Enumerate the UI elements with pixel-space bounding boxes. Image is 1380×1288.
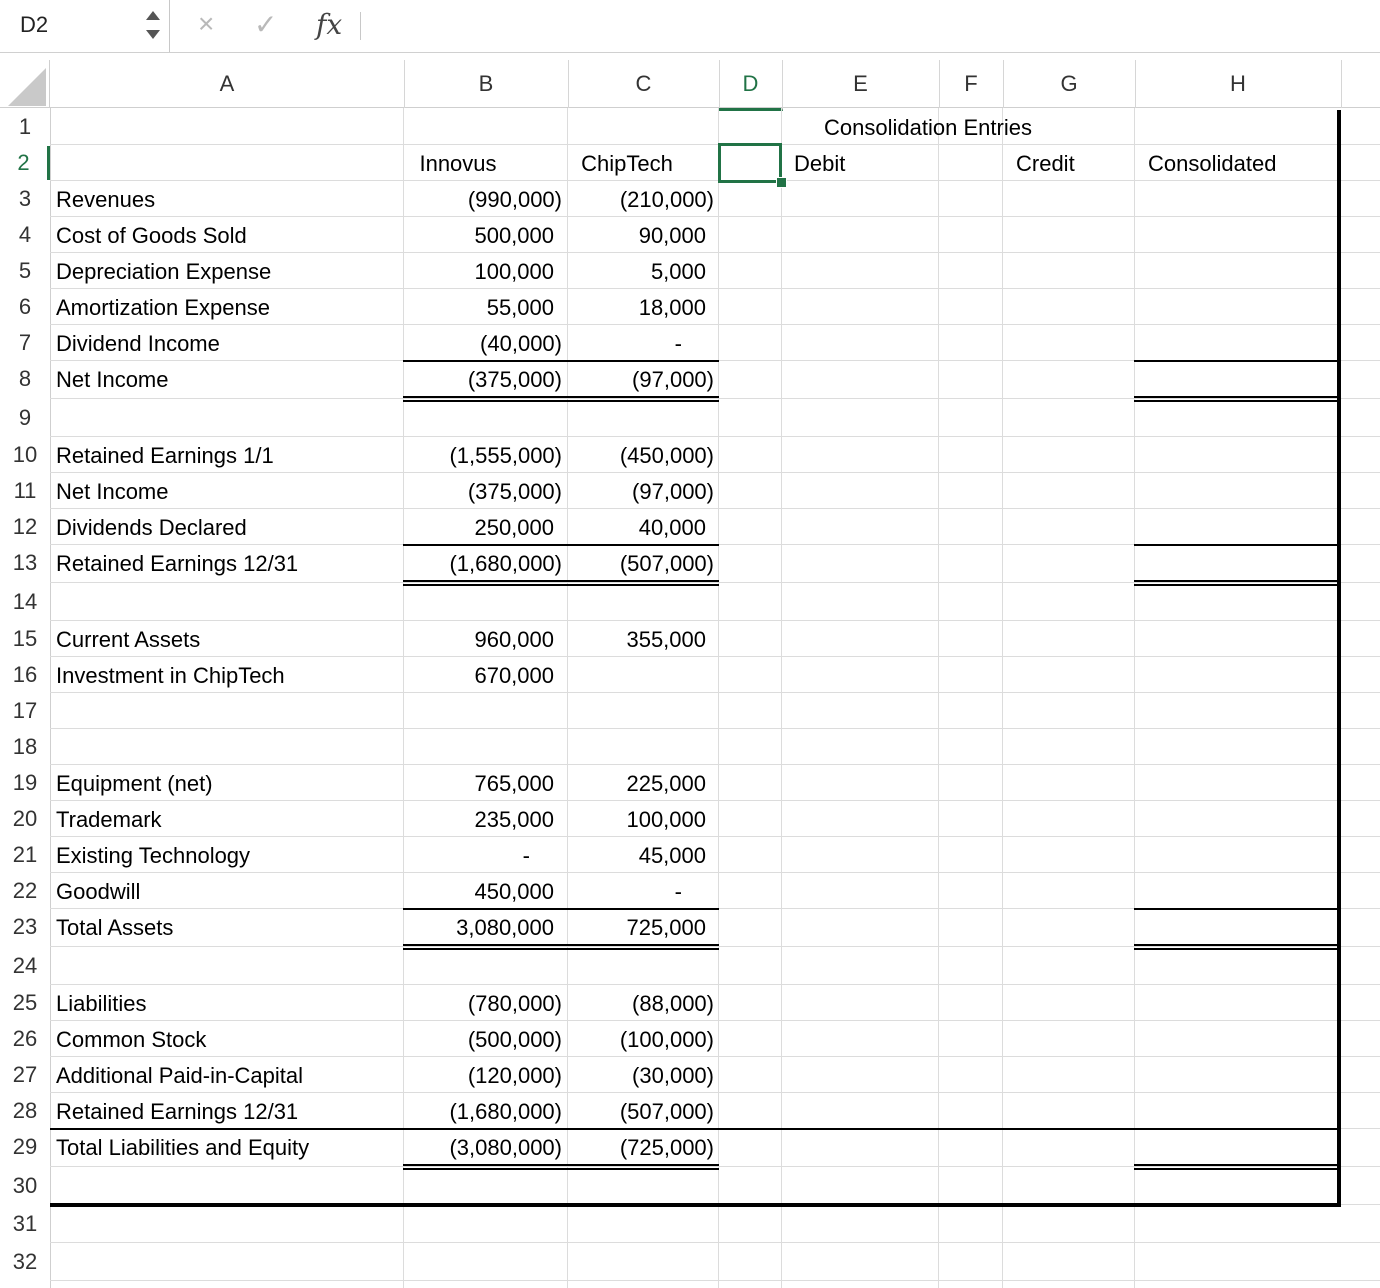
gridline-row (50, 144, 1380, 145)
chiptech-equipment[interactable]: 225,000 (626, 771, 706, 796)
label-goodwill[interactable]: Goodwill (56, 879, 141, 904)
chiptech-current-assets[interactable]: 355,000 (626, 627, 706, 652)
chiptech-depreciation[interactable]: 5,000 (650, 259, 706, 284)
chiptech-re-end[interactable]: (507,000) (619, 551, 714, 576)
row-header-22[interactable]: 22 (12, 878, 38, 903)
chiptech-total-assets[interactable]: 725,000 (626, 915, 706, 940)
row-header-14[interactable]: 14 (12, 589, 38, 614)
cancel-icon[interactable]: × (198, 8, 215, 39)
column-header-d[interactable]: D (719, 60, 783, 111)
row-header-13[interactable]: 13 (12, 550, 38, 575)
label-net-income[interactable]: Net Income (56, 367, 169, 392)
innovus-amortization[interactable]: 55,000 (486, 295, 554, 320)
row-header-16[interactable]: 16 (12, 662, 38, 687)
row-header-2[interactable]: 2 (0, 146, 50, 180)
column-header-a[interactable]: A (50, 60, 405, 108)
row-header-3[interactable]: 3 (18, 186, 32, 211)
row-header-10[interactable]: 10 (12, 442, 38, 467)
chiptech-net-income[interactable]: (97,000) (632, 367, 714, 392)
gridline-row (50, 836, 1380, 837)
total-border-h (1134, 908, 1340, 910)
innovus-net-income-re[interactable]: (375,000) (467, 479, 562, 504)
label-additional-paid-in-capital[interactable]: Additional Paid-in-Capital (56, 1063, 304, 1088)
innovus-dividend-income[interactable]: (40,000) (480, 331, 562, 356)
chiptech-goodwill[interactable]: - (674, 879, 682, 904)
total-border-row-29 (50, 1128, 1340, 1130)
innovus-re-end-bs[interactable]: (1,680,000) (449, 1099, 562, 1124)
enter-check-icon[interactable]: ✓ (254, 9, 278, 40)
chiptech-header[interactable]: ChipTech (581, 151, 673, 176)
total-border-h (1134, 360, 1340, 362)
innovus-liabilities[interactable]: (780,000) (467, 991, 562, 1016)
gridline-row (50, 728, 1380, 729)
name-box-value: D2 (20, 12, 49, 37)
function-fx-icon[interactable]: fx (316, 8, 343, 41)
innovus-apic[interactable]: (120,000) (467, 1063, 562, 1088)
double-border-h (1134, 580, 1340, 586)
column-header-c[interactable]: C (568, 60, 720, 108)
row-header-12[interactable]: 12 (12, 514, 38, 539)
gridline-row (50, 508, 1380, 509)
innovus-header[interactable]: Innovus (419, 151, 497, 176)
chiptech-amortization[interactable]: 18,000 (638, 295, 706, 320)
column-header-bar (0, 60, 1380, 108)
label-equipment-net[interactable]: Equipment (net) (56, 771, 213, 796)
gridline-row (50, 216, 1380, 217)
worksheet-bottom-thick-border (50, 1203, 1341, 1207)
column-header-f[interactable]: F (939, 60, 1004, 108)
gridline-col-e (781, 108, 782, 1288)
label-total-assets[interactable]: Total Assets (56, 915, 174, 940)
row-header-6[interactable]: 6 (18, 294, 32, 319)
gridline-row (50, 436, 1380, 437)
row-header-8[interactable]: 8 (18, 366, 32, 391)
total-border-b-c (403, 544, 719, 546)
row-header-32[interactable]: 32 (12, 1249, 38, 1274)
row-header-9[interactable]: 9 (18, 405, 32, 430)
gridline-col-f (938, 108, 939, 1288)
row-header-31[interactable]: 31 (12, 1211, 38, 1236)
gridline-col-g (1002, 108, 1003, 1288)
label-liabilities[interactable]: Liabilities (56, 991, 147, 1016)
chiptech-liabilities[interactable]: (88,000) (632, 991, 714, 1016)
label-current-assets[interactable]: Current Assets (56, 627, 201, 652)
label-depreciation-expense[interactable]: Depreciation Expense (56, 259, 272, 284)
label-total-liabilities-and-equity[interactable]: Total Liabilities and Equity (56, 1135, 310, 1160)
credit-header[interactable]: Credit (1016, 151, 1075, 176)
chiptech-common-stock[interactable]: (100,000) (619, 1027, 714, 1052)
row-header-19[interactable]: 19 (12, 770, 38, 795)
gridline-row (50, 252, 1380, 253)
row-header-border (50, 108, 51, 1288)
innovus-net-income[interactable]: (375,000) (467, 367, 562, 392)
label-dividend-income[interactable]: Dividend Income (56, 331, 220, 356)
row-header-26[interactable]: 26 (12, 1026, 38, 1051)
label-common-stock[interactable]: Common Stock (56, 1027, 207, 1052)
chiptech-dividends-declared[interactable]: 40,000 (638, 515, 706, 540)
chiptech-existing-technology[interactable]: 45,000 (638, 843, 706, 868)
formula-bar-divider (0, 52, 1380, 53)
row-header-15[interactable]: 15 (12, 626, 38, 651)
total-border-h (1134, 544, 1340, 546)
gridline-row (50, 1056, 1380, 1057)
row-header-25[interactable]: 25 (12, 990, 38, 1015)
innovus-re-begin[interactable]: (1,555,000) (449, 443, 562, 468)
innovus-total-liabilities-equity[interactable]: (3,080,000) (449, 1135, 562, 1160)
column-header-g[interactable]: G (1003, 60, 1136, 108)
innovus-existing-technology[interactable]: - (522, 843, 530, 868)
chiptech-re-begin[interactable]: (450,000) (619, 443, 714, 468)
row-header-18[interactable]: 18 (12, 734, 38, 759)
formula-bar-separator (360, 12, 361, 40)
gridline-row (50, 1280, 1380, 1281)
label-cost-of-goods-sold[interactable]: Cost of Goods Sold (56, 223, 247, 248)
row-header-28[interactable]: 28 (12, 1098, 38, 1123)
chiptech-cogs[interactable]: 90,000 (638, 223, 706, 248)
debit-header[interactable]: Debit (794, 151, 846, 176)
gridline-row (50, 984, 1380, 985)
chiptech-total-liabilities-equity[interactable]: (725,000) (619, 1135, 714, 1160)
row-header-21[interactable]: 21 (12, 842, 38, 867)
total-border-b-c (403, 360, 719, 362)
label-trademark[interactable]: Trademark (56, 807, 162, 832)
chiptech-apic[interactable]: (30,000) (632, 1063, 714, 1088)
row-header-23[interactable]: 23 (12, 914, 38, 939)
name-box-up-arrow-icon[interactable] (146, 11, 160, 20)
label-retained-earnings-12-31-bs[interactable]: Retained Earnings 12/31 (56, 1099, 299, 1124)
label-dividends-declared[interactable]: Dividends Declared (56, 515, 247, 540)
gridline-row (50, 800, 1380, 801)
innovus-re-end[interactable]: (1,680,000) (449, 551, 562, 576)
row-header-30[interactable]: 30 (12, 1173, 38, 1198)
label-retained-earnings-12-31[interactable]: Retained Earnings 12/31 (56, 551, 299, 576)
fill-handle[interactable] (776, 177, 787, 188)
gridline-col-d (718, 108, 719, 1288)
innovus-dividends-declared[interactable]: 250,000 (474, 515, 554, 540)
innovus-depreciation[interactable]: 100,000 (474, 259, 554, 284)
total-border-b-c (403, 908, 719, 910)
innovus-equipment[interactable]: 765,000 (474, 771, 554, 796)
row-header-17[interactable]: 17 (12, 698, 38, 723)
double-border-h (1134, 396, 1340, 402)
innovus-current-assets[interactable]: 960,000 (474, 627, 554, 652)
selected-cell-d2[interactable] (718, 143, 782, 183)
column-header-b[interactable]: B (404, 60, 569, 108)
double-border-b-c (403, 1164, 719, 1170)
row-header-24[interactable]: 24 (12, 953, 38, 978)
name-box[interactable] (0, 0, 170, 52)
chiptech-revenues[interactable]: (210,000) (619, 187, 714, 212)
innovus-total-assets[interactable]: 3,080,000 (456, 915, 554, 940)
gridline-row (50, 1242, 1380, 1243)
formula-bar-controls (170, 0, 380, 52)
innovus-goodwill[interactable]: 450,000 (474, 879, 554, 904)
gridline-row (50, 620, 1380, 621)
double-border-b-c (403, 396, 719, 402)
innovus-cogs[interactable]: 500,000 (474, 223, 554, 248)
column-header-h[interactable]: H (1135, 60, 1342, 108)
row-header-1[interactable]: 1 (18, 114, 32, 139)
row-header-20[interactable]: 20 (12, 806, 38, 831)
formula-input[interactable] (380, 6, 1370, 46)
gridline-row (50, 1020, 1380, 1021)
label-existing-technology[interactable]: Existing Technology (56, 843, 251, 868)
innovus-revenues[interactable]: (990,000) (467, 187, 562, 212)
column-header-e[interactable]: E (782, 60, 940, 108)
chiptech-trademark[interactable]: 100,000 (626, 807, 706, 832)
name-box-down-arrow-icon[interactable] (146, 30, 160, 39)
gridline-row (50, 764, 1380, 765)
innovus-investment-in-chiptech[interactable]: 670,000 (474, 663, 554, 688)
row-header-27[interactable]: 27 (12, 1062, 38, 1087)
consolidation-entries-header[interactable]: Consolidation Entries (824, 115, 1032, 140)
select-all-corner[interactable] (0, 60, 50, 108)
row-header-4[interactable]: 4 (18, 222, 32, 247)
label-amortization-expense[interactable]: Amortization Expense (56, 295, 270, 320)
row-header-7[interactable]: 7 (18, 330, 32, 355)
row-header-5[interactable]: 5 (18, 258, 32, 283)
label-investment-in-chiptech[interactable]: Investment in ChipTech (56, 663, 285, 688)
row-header-29[interactable]: 29 (12, 1134, 38, 1159)
chiptech-re-end-bs[interactable]: (507,000) (619, 1099, 714, 1124)
double-border-b-c (403, 580, 719, 586)
label-retained-earnings-1-1[interactable]: Retained Earnings 1/1 (56, 443, 274, 468)
double-border-h (1134, 1164, 1340, 1170)
chiptech-dividend-income[interactable]: - (674, 331, 682, 356)
innovus-trademark[interactable]: 235,000 (474, 807, 554, 832)
innovus-common-stock[interactable]: (500,000) (467, 1027, 562, 1052)
worksheet-right-thick-border (1337, 110, 1341, 1206)
double-border-b-c (403, 944, 719, 950)
select-all-triangle-icon (8, 68, 46, 106)
gridline-row (50, 656, 1380, 657)
chiptech-net-income-re[interactable]: (97,000) (632, 479, 714, 504)
row-header-11[interactable]: 11 (13, 478, 37, 503)
label-net-income-re[interactable]: Net Income (56, 479, 169, 504)
gridline-col-h (1134, 108, 1135, 1288)
consolidated-header[interactable]: Consolidated (1148, 151, 1277, 176)
label-revenues[interactable]: Revenues (56, 187, 156, 212)
double-border-h (1134, 944, 1340, 950)
